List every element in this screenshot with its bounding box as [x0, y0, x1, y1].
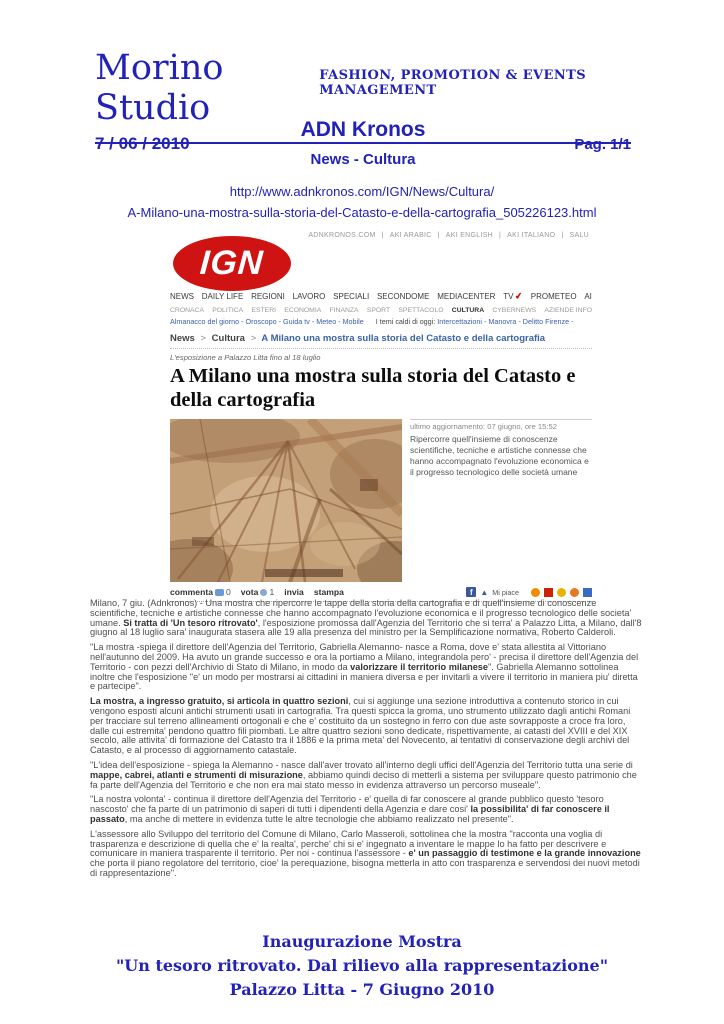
- clipping-date: 7 / 06 / 2010: [95, 134, 190, 153]
- p6-text-after: che porta il piano regolatore del territorio, cioe' la perequazione, bisogna metterla in atto con trasparenza e servendosi dei nuovi metodi di rappresentazione".: [90, 858, 640, 878]
- agency-name: ADN Kronos: [300, 118, 426, 141]
- footer-event-label: Inaugurazione Mostra: [262, 932, 462, 951]
- hot-topics-links[interactable]: Intercettazioni - Manovra - Delitto Firenze -: [437, 317, 574, 326]
- top-link-aki-italiano[interactable]: AKI ITALIANO |: [504, 232, 566, 239]
- breadcrumb-current: A Milano una mostra sulla storia del Catasto e della cartografia: [261, 333, 546, 344]
- comment-count: 0: [225, 587, 231, 597]
- nav-sport[interactable]: SPORT: [366, 307, 391, 314]
- p1-text: Milano, 7 giu. (Adnkronos) - Una mostra che ripercorre le tappe della storia della cartografia e di quell'insieme di conoscenze scientifiche, tecniche e artistiche connesse che hanno accompagnato l'evoluzione economica e il progresso tecnologico delle societa' umane.: [90, 598, 632, 628]
- p5-bold: la possibilita' di far conoscere il passato: [90, 804, 610, 824]
- article-side-column: [402, 419, 592, 582]
- antique-map-image: [170, 419, 402, 582]
- paragraph-6: [90, 830, 642, 879]
- ign-logo-text: IGN: [198, 244, 266, 282]
- nav-finanza[interactable]: FINANZA: [329, 307, 359, 314]
- p1-bold: Si tratta di 'Un tesoro ritrovato': [123, 617, 258, 628]
- footer-venue-date: Palazzo Litta - 7 Giugno 2010: [229, 980, 495, 999]
- thumbs-up-icon: ▲: [480, 587, 489, 597]
- ign-logo[interactable]: [173, 236, 291, 291]
- nav-politica[interactable]: POLITICA: [212, 307, 244, 314]
- nav-tv-label: TV: [503, 292, 514, 301]
- nav-tv[interactable]: [503, 291, 523, 302]
- p4-text: "L'idea dell'esposizione - spiega la Alemanno - nasce dall'aver trovato all'interno degli uffici dell'Agenzia del Territorio tutta una serie di: [90, 759, 633, 770]
- nav-lavoro[interactable]: LAVORO: [292, 292, 326, 301]
- paragraph-2: [90, 643, 642, 692]
- vote-badge-icon: [260, 589, 267, 596]
- nav-mediacenter[interactable]: MEDIACENTER: [437, 292, 496, 301]
- stampa-button[interactable]: [314, 587, 344, 597]
- top-link-aki-arabic[interactable]: AKI ARABIC |: [387, 232, 443, 239]
- nav-spettacolo[interactable]: SPETTACOLO: [398, 307, 444, 314]
- top-link-adnkronos[interactable]: ADNKRONOS.COM |: [305, 232, 386, 239]
- toolbar-actions: [170, 587, 344, 597]
- studio-tagline: FASHION, PROMOTION & EVENTS MANAGEMENT: [319, 68, 586, 98]
- mi-piace-button[interactable]: Mi piace: [492, 587, 519, 597]
- segnalo-icon[interactable]: [544, 588, 553, 597]
- p4-text-after: , abbiamo quindi deciso di metterli a sistema per sviluppare questo patrimonio che fa parte dell'Agenzia del Territorio e che non era mai stato messo in evidenza attraverso un percorso museale".: [90, 769, 637, 790]
- facebook-icon[interactable]: f: [466, 587, 476, 597]
- last-updated: ultimo aggiornamento: 07 giugno, ore 15:52: [410, 419, 592, 431]
- article-kicker: L'esposizione a Palazzo Litta fino al 18 luglio: [170, 353, 321, 362]
- nav-prometeo[interactable]: PROMETEO: [530, 292, 577, 301]
- invia-button[interactable]: [284, 587, 304, 597]
- agency-section: News - Cultura: [310, 151, 416, 168]
- p2-text: "La mostra -spiega il direttore dell'Agenzia del Territorio, Gabriella Alemanno- nasce a Roma, dove e' stata allestita al Vittoriano nell'autunno del 2009. Ha avuto un grande successo e ora la portiamo a Milano, integrandola pero' - precisa il direttore dell'Agenzia del Territorio - con pezzi dell'Archivio di Stato di Milano, in modo da: [90, 642, 639, 672]
- nav-news[interactable]: NEWS: [170, 292, 194, 301]
- article-lead-row: [170, 419, 592, 582]
- linkedin-icon[interactable]: [583, 588, 592, 597]
- primary-nav: [170, 291, 592, 302]
- article-url: [0, 181, 724, 223]
- article-url-line1: http://www.adnkronos.com/IGN/News/Cultura/: [229, 184, 495, 199]
- breadcrumb-separator: >: [200, 333, 207, 344]
- website-screenshot: [170, 226, 592, 602]
- secondary-nav: [170, 307, 592, 314]
- p1-text-after: , l'esposizione promossa dall'Agenzia del Territorio che si terra' a Palazzo Litta, a Milano, dall'8 giugno al 18 luglio sara' inaugurata stasera alle 19 alla presenza del ministro per la Semplificazione normativa, Roberto Calderoli.: [90, 617, 642, 638]
- p2-bold: valorizzare il territorio milanese: [350, 661, 489, 672]
- page-number: Pag. 1/1: [574, 136, 632, 153]
- p6-text: L'assessore allo Sviluppo del territorio del Comune di Milano, Carlo Masseroli, sottolinea che la mostra "racconta una voglia di trasparenza e descrizione di quella che e' la realta', perche' chi si e' ingegnato a inventare le mappe lo ha fatto per descrivere e comunicare in maniera trasparente il territorio. Per noi - continua l'assessore -: [90, 828, 607, 859]
- comment-bubble-icon: [215, 589, 224, 596]
- breadcrumb-news[interactable]: News: [170, 333, 195, 344]
- share-bar: [466, 587, 592, 597]
- paragraph-4: [90, 761, 642, 790]
- tv-brush-icon: ✔: [514, 290, 524, 302]
- vota-label: vota: [240, 587, 259, 597]
- p5-text: "La nostra volonta' - continua il direttore dell'Agenzia del Territorio - e' quella di far conoscere al grande pubblico questo 'tesoro nascosto' che fa parte di un patrimonio di saperi di tutti i dipendenti della Agenzia e dare cosi': [90, 794, 604, 815]
- utility-nav: [170, 317, 592, 326]
- nav-speciali[interactable]: SPECIALI: [333, 292, 370, 301]
- breadcrumb-separator: >: [250, 333, 257, 344]
- clipping-footer: [0, 930, 724, 1002]
- p6-bold: e' un passaggio di testimone e la grande innovazione: [408, 848, 641, 859]
- top-link-aki-english[interactable]: AKI ENGLISH |: [443, 232, 504, 239]
- article-summary: Ripercorre quell'insieme di conoscenze scientifiche, tecniche e artistiche connesse che hanno accompagnato l'evoluzione economica e il progresso tecnologico delle società umane: [410, 434, 589, 477]
- commenta-button[interactable]: [170, 587, 231, 597]
- quick-links[interactable]: Almanacco del giorno - Oroscopo - Guida tv - Meteo - Mobile: [170, 317, 364, 326]
- clipping-meta-row: [95, 118, 631, 168]
- commenta-label: commenta: [170, 587, 213, 597]
- hot-topics-label: I temi caldi di oggi:: [375, 317, 436, 326]
- nav-aziende-info[interactable]: AZIENDE INFO: [544, 307, 592, 314]
- p3-text-after: , cui si aggiunge una sezione introduttiva a contenuto storico in cui vengono esposti alcuni antichi strumenti usati in cartografia. Tra questi spicca la groma, uno strumento utilizzato dagli antichi Romani per tracciare sul terreno allineamenti ortogonali e che e' costituito da un sostegno in ferro con due aste sovrapposte a croce fra loro, dalle cui estremita' pendono quattro fili piombati. Le altre quattro sezioni sono dedicate, rispettivamente, ai catasti del XVIII e del XIX secolo, alle attivita' di formazione del Catasto tra il 1886 e la prima meta' del Novecento, ai tentativi di conservazione degli archivi del Catasto, e al processo di aggiornamento catastale.: [90, 696, 631, 756]
- paragraph-5: [90, 795, 642, 824]
- footer-exhibition-title: "Un tesoro ritrovato. Dal rilievo alla rappresentazione": [115, 956, 609, 975]
- p3-bold: La mostra, a ingresso gratuito, si articola in quattro sezioni: [90, 696, 349, 707]
- stampa-label: stampa: [313, 587, 344, 597]
- badzu-icon[interactable]: [557, 588, 566, 597]
- vota-button[interactable]: [241, 587, 274, 597]
- breadcrumb: [170, 333, 592, 349]
- nav-cronaca[interactable]: CRONACA: [170, 307, 204, 314]
- nav-ai[interactable]: AI: [584, 292, 592, 301]
- nav-esteri[interactable]: ESTERI: [251, 307, 277, 314]
- breadcrumb-cultura[interactable]: Cultura: [211, 333, 245, 344]
- article-url-line2: A-Milano-una-mostra-sulla-storia-del-Catasto-e-della-cartografia_505226123.html: [127, 205, 597, 220]
- nav-daily-life[interactable]: DAILY LIFE: [201, 292, 244, 301]
- nav-secondome[interactable]: SECONDOME: [376, 292, 430, 301]
- article-title: A Milano una mostra sulla storia del Catasto e della cartografia: [170, 365, 576, 411]
- paragraph-1: [90, 599, 642, 638]
- invia-label: invia: [284, 587, 304, 597]
- nav-cybernews[interactable]: CYBERNEWS: [492, 307, 537, 314]
- top-link-salute[interactable]: SALU: [569, 232, 589, 239]
- p2-text-after: ". Gabriella Alemanno sottolinea inoltre che l'esposizione "e' un modo per mostrarsi ai cittadini in maniera diversa e per invitarli a vivere il territorio in maniera piu' diretta e partecipe".: [90, 661, 638, 692]
- wikio-icon[interactable]: [570, 588, 579, 597]
- clipping-source: [274, 118, 453, 168]
- studio-name: Morino Studio: [95, 48, 224, 128]
- p4-bold: mappe, cabrei, atlanti e strumenti di misurazione: [90, 769, 303, 780]
- article-body: [90, 599, 642, 884]
- vote-count: 1: [269, 587, 275, 597]
- nav-regioni[interactable]: REGIONI: [251, 292, 285, 301]
- paragraph-3: [90, 697, 642, 756]
- nav-cultura[interactable]: CULTURA: [451, 307, 485, 314]
- nav-economia[interactable]: ECONOMIA: [284, 307, 322, 314]
- oknotizie-icon[interactable]: [531, 588, 540, 597]
- p5-text-after: , ma anche di mettere in evidenza tutte le altre tecnologie che abbiamo realizzato nel presente".: [124, 813, 514, 824]
